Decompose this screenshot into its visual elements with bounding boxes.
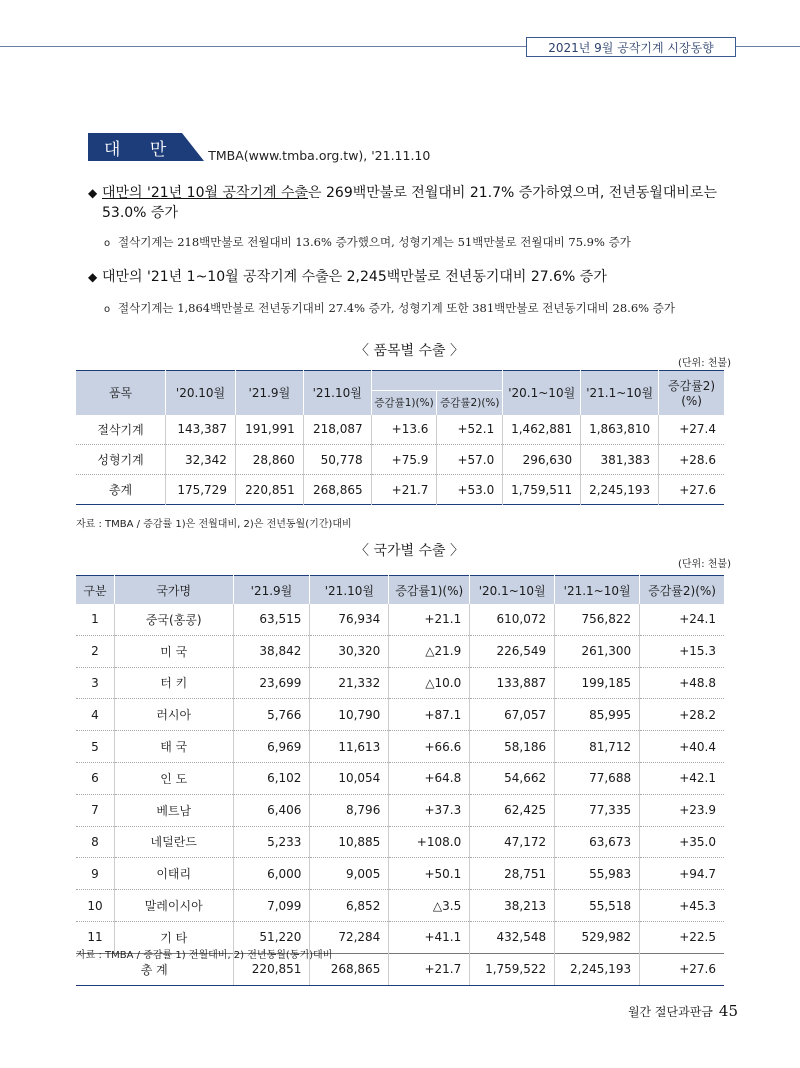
table-row bbox=[76, 762, 724, 794]
cell: 5 bbox=[76, 731, 114, 763]
cell: 2,245,193 bbox=[555, 953, 640, 985]
cell: 5,233 bbox=[233, 826, 310, 858]
cell: +27.6 bbox=[659, 475, 724, 505]
cell: 10 bbox=[76, 890, 114, 922]
header-col: '20.1~10월 bbox=[470, 576, 555, 605]
cell: 81,712 bbox=[555, 731, 640, 763]
magazine-name: 월간 절단과판금 bbox=[627, 1005, 713, 1019]
cell: 268,865 bbox=[303, 475, 371, 505]
cell: +42.1 bbox=[640, 762, 724, 794]
page-footer bbox=[628, 1002, 738, 1020]
cell: 11,613 bbox=[310, 731, 389, 763]
cell: 1,462,881 bbox=[503, 415, 581, 445]
table-row bbox=[76, 667, 724, 699]
header-col: '21.9월 bbox=[233, 576, 310, 605]
cell: +53.0 bbox=[437, 475, 503, 505]
header-rule-left bbox=[0, 46, 526, 47]
bullet-2-text: 대만의 '21년 1~10월 공작기계 수출은 2,245백만불로 전년동기대비 27.6% 증가 bbox=[102, 269, 607, 285]
cell: 268,865 bbox=[310, 953, 389, 985]
cell: 55,983 bbox=[555, 858, 640, 890]
cell: 77,688 bbox=[555, 762, 640, 794]
table-row bbox=[76, 858, 724, 890]
section-badge-corner bbox=[182, 133, 204, 161]
cell: 1,759,511 bbox=[503, 475, 581, 505]
cell: 55,518 bbox=[555, 890, 640, 922]
cell: 9 bbox=[76, 858, 114, 890]
cell: 8,796 bbox=[310, 794, 389, 826]
cell: 218,087 bbox=[303, 415, 371, 445]
table-row bbox=[76, 604, 724, 635]
table1-note: 자료 : TMBA / 증감률 1)은 전월대비, 2)은 전년동월(기간)대비 bbox=[76, 519, 352, 530]
cell: △3.5 bbox=[389, 890, 470, 922]
header-col: 국가명 bbox=[114, 576, 233, 605]
cell: +35.0 bbox=[640, 826, 724, 858]
cell: 32,342 bbox=[166, 445, 236, 475]
header-col: '21.9월 bbox=[235, 371, 303, 415]
cell: 28,860 bbox=[235, 445, 303, 475]
section-source: TMBA(www.tmba.org.tw), '21.11.10 bbox=[208, 148, 431, 163]
cell: 226,549 bbox=[470, 635, 555, 667]
cell: +21.1 bbox=[389, 604, 470, 635]
cell: +24.1 bbox=[640, 604, 724, 635]
cell: 성형기계 bbox=[97, 453, 144, 467]
cell: 태 국 bbox=[114, 731, 233, 763]
header-col: '21.10월 bbox=[310, 576, 389, 605]
cell: 432,548 bbox=[470, 921, 555, 953]
cell: 6 bbox=[76, 762, 114, 794]
cell: 네덜란드 bbox=[114, 826, 233, 858]
header-col: 증감률2)(%) bbox=[437, 391, 503, 415]
cell: 6,000 bbox=[233, 858, 310, 890]
cell: 10,790 bbox=[310, 699, 389, 731]
sub-bullet-1 bbox=[104, 234, 631, 250]
cell: +52.1 bbox=[437, 415, 503, 445]
cell: 72,284 bbox=[310, 921, 389, 953]
header-col: 증감률2)(%) bbox=[659, 371, 724, 415]
cell: +87.1 bbox=[389, 699, 470, 731]
cell: +23.9 bbox=[640, 794, 724, 826]
cell: 296,630 bbox=[503, 445, 581, 475]
cell: 63,673 bbox=[555, 826, 640, 858]
section-badge: 대 만 bbox=[88, 133, 182, 161]
header-col: '21.1~10월 bbox=[555, 576, 640, 605]
cell: 76,934 bbox=[310, 604, 389, 635]
header-col: '20.1~10월 bbox=[503, 371, 581, 415]
cell: 총 계 bbox=[76, 953, 233, 985]
table-row bbox=[76, 890, 724, 922]
bullet-1-text: 은 269백만불로 전월대비 21.7% 증가하였으며, 전년동월대비로는 bbox=[308, 185, 717, 201]
cell: 절삭기계 bbox=[97, 422, 144, 437]
cell: 러시아 bbox=[114, 699, 233, 731]
cell: +40.4 bbox=[640, 731, 724, 763]
cell: 199,185 bbox=[555, 667, 640, 699]
bullet-1-line2: 53.0% 증가 bbox=[102, 205, 178, 221]
cell: 9,005 bbox=[310, 858, 389, 890]
cell: 10,054 bbox=[310, 762, 389, 794]
cell: 77,335 bbox=[555, 794, 640, 826]
header-rule-right bbox=[736, 46, 800, 47]
table1-unit: (단위: 천불) bbox=[678, 358, 731, 369]
country-export-table bbox=[76, 575, 724, 986]
bullet-2 bbox=[88, 267, 728, 287]
cell: +21.7 bbox=[371, 475, 437, 505]
cell: 50,778 bbox=[303, 445, 371, 475]
running-header: 2021년 9월 공작기계 시장동향 bbox=[526, 37, 736, 57]
table2-unit: (단위: 천불) bbox=[678, 559, 731, 570]
table-row bbox=[76, 794, 724, 826]
cell: 6,852 bbox=[310, 890, 389, 922]
bullet-1 bbox=[88, 183, 728, 223]
cell: 23,699 bbox=[233, 667, 310, 699]
cell: 말레이시아 bbox=[114, 890, 233, 922]
page-number: 45 bbox=[718, 1002, 738, 1020]
table-row-total bbox=[76, 475, 724, 505]
header-col: '21.1~10월 bbox=[581, 371, 659, 415]
table-row bbox=[76, 699, 724, 731]
table-row bbox=[76, 445, 724, 475]
diamond-icon: ◆ bbox=[88, 186, 98, 200]
cell: +41.1 bbox=[389, 921, 470, 953]
cell: 191,991 bbox=[235, 415, 303, 445]
header-col: 증감률1)(%) bbox=[371, 391, 437, 415]
cell: +15.3 bbox=[640, 635, 724, 667]
cell: +66.6 bbox=[389, 731, 470, 763]
circle-icon: o bbox=[104, 304, 111, 315]
cell: +27.4 bbox=[659, 415, 724, 445]
cell: 2,245,193 bbox=[581, 475, 659, 505]
cell: 67,057 bbox=[470, 699, 555, 731]
cell: 3 bbox=[76, 667, 114, 699]
cell: +48.8 bbox=[640, 667, 724, 699]
cell: +28.2 bbox=[640, 699, 724, 731]
cell: +50.1 bbox=[389, 858, 470, 890]
table1-title: 〈 품목별 수출 〉 bbox=[355, 343, 464, 359]
header-col: '20.10월 bbox=[166, 371, 236, 415]
cell: 인 도 bbox=[114, 762, 233, 794]
table-row bbox=[76, 415, 724, 445]
cell: 21,332 bbox=[310, 667, 389, 699]
cell: 133,887 bbox=[470, 667, 555, 699]
header-col: 구분 bbox=[76, 576, 114, 605]
cell: 38,213 bbox=[470, 890, 555, 922]
bullet-1-underlined: 대만의 '21년 10월 공작기계 수출 bbox=[102, 185, 309, 201]
cell: 30,320 bbox=[310, 635, 389, 667]
section-title bbox=[88, 133, 430, 161]
table-row bbox=[76, 635, 724, 667]
cell: 기 타 bbox=[114, 921, 233, 953]
cell: 터 키 bbox=[114, 667, 233, 699]
cell: 8 bbox=[76, 826, 114, 858]
cell: 2 bbox=[76, 635, 114, 667]
cell: 6,969 bbox=[233, 731, 310, 763]
table2-note: 자료 : TMBA / 증감률 1) 전월대비, 2) 전년동월(동기)대비 bbox=[76, 950, 333, 961]
cell: 총계 bbox=[108, 483, 133, 497]
cell: +45.3 bbox=[640, 890, 724, 922]
header-col: 증감률1)(%) bbox=[389, 576, 470, 605]
product-export-table bbox=[76, 370, 724, 505]
cell: 175,729 bbox=[166, 475, 236, 505]
cell: △21.9 bbox=[389, 635, 470, 667]
diamond-icon: ◆ bbox=[88, 270, 98, 284]
cell: +94.7 bbox=[640, 858, 724, 890]
header-col: 증감률2)(%) bbox=[640, 576, 724, 605]
cell: 6,102 bbox=[233, 762, 310, 794]
cell: 51,220 bbox=[233, 921, 310, 953]
cell: +21.7 bbox=[389, 953, 470, 985]
cell: 610,072 bbox=[470, 604, 555, 635]
cell: 529,982 bbox=[555, 921, 640, 953]
table2-title: 〈 국가별 수출 〉 bbox=[355, 543, 464, 559]
cell: +27.6 bbox=[640, 953, 724, 985]
cell: +37.3 bbox=[389, 794, 470, 826]
header-col: '21.10월 bbox=[303, 371, 371, 415]
cell: 1,863,810 bbox=[581, 415, 659, 445]
cell: +28.6 bbox=[659, 445, 724, 475]
header-product: 품목 bbox=[76, 371, 166, 415]
cell: 5,766 bbox=[233, 699, 310, 731]
cell: 220,851 bbox=[235, 475, 303, 505]
cell: 756,822 bbox=[555, 604, 640, 635]
table-row bbox=[76, 826, 724, 858]
cell: 143,387 bbox=[166, 415, 236, 445]
cell: 28,751 bbox=[470, 858, 555, 890]
cell: 220,851 bbox=[233, 953, 310, 985]
sub-bullet-2 bbox=[104, 300, 675, 316]
cell: +75.9 bbox=[371, 445, 437, 475]
circle-icon: o bbox=[104, 238, 111, 249]
cell: 47,172 bbox=[470, 826, 555, 858]
cell: 1 bbox=[76, 604, 114, 635]
cell: 6,406 bbox=[233, 794, 310, 826]
cell: 베트남 bbox=[114, 794, 233, 826]
header-spacer bbox=[371, 371, 503, 391]
cell: +64.8 bbox=[389, 762, 470, 794]
cell: 이태리 bbox=[114, 858, 233, 890]
cell: 54,662 bbox=[470, 762, 555, 794]
cell: 7,099 bbox=[233, 890, 310, 922]
cell: 4 bbox=[76, 699, 114, 731]
table-row bbox=[76, 731, 724, 763]
cell: 38,842 bbox=[233, 635, 310, 667]
cell: 미 국 bbox=[114, 635, 233, 667]
cell: △10.0 bbox=[389, 667, 470, 699]
cell: 중국(홍콩) bbox=[114, 604, 233, 635]
cell: 85,995 bbox=[555, 699, 640, 731]
cell: 10,885 bbox=[310, 826, 389, 858]
cell: 58,186 bbox=[470, 731, 555, 763]
sub-bullet-2-text: 절삭기계는 1,864백만불로 전년동기대비 27.4% 증가, 성형기계 또한 381백만불로 전년동기대비 28.6% 증가 bbox=[118, 301, 675, 315]
cell: +13.6 bbox=[371, 415, 437, 445]
cell: 1,759,522 bbox=[470, 953, 555, 985]
cell: 7 bbox=[76, 794, 114, 826]
cell: 261,300 bbox=[555, 635, 640, 667]
cell: +22.5 bbox=[640, 921, 724, 953]
cell: 381,383 bbox=[581, 445, 659, 475]
sub-bullet-1-text: 절삭기계는 218백만불로 전월대비 13.6% 증가했으며, 성형기계는 51백만불로 전월대비 75.9% 증가 bbox=[118, 235, 631, 249]
cell: +57.0 bbox=[437, 445, 503, 475]
cell: +108.0 bbox=[389, 826, 470, 858]
cell: 11 bbox=[76, 921, 114, 953]
cell: 62,425 bbox=[470, 794, 555, 826]
cell: 63,515 bbox=[233, 604, 310, 635]
